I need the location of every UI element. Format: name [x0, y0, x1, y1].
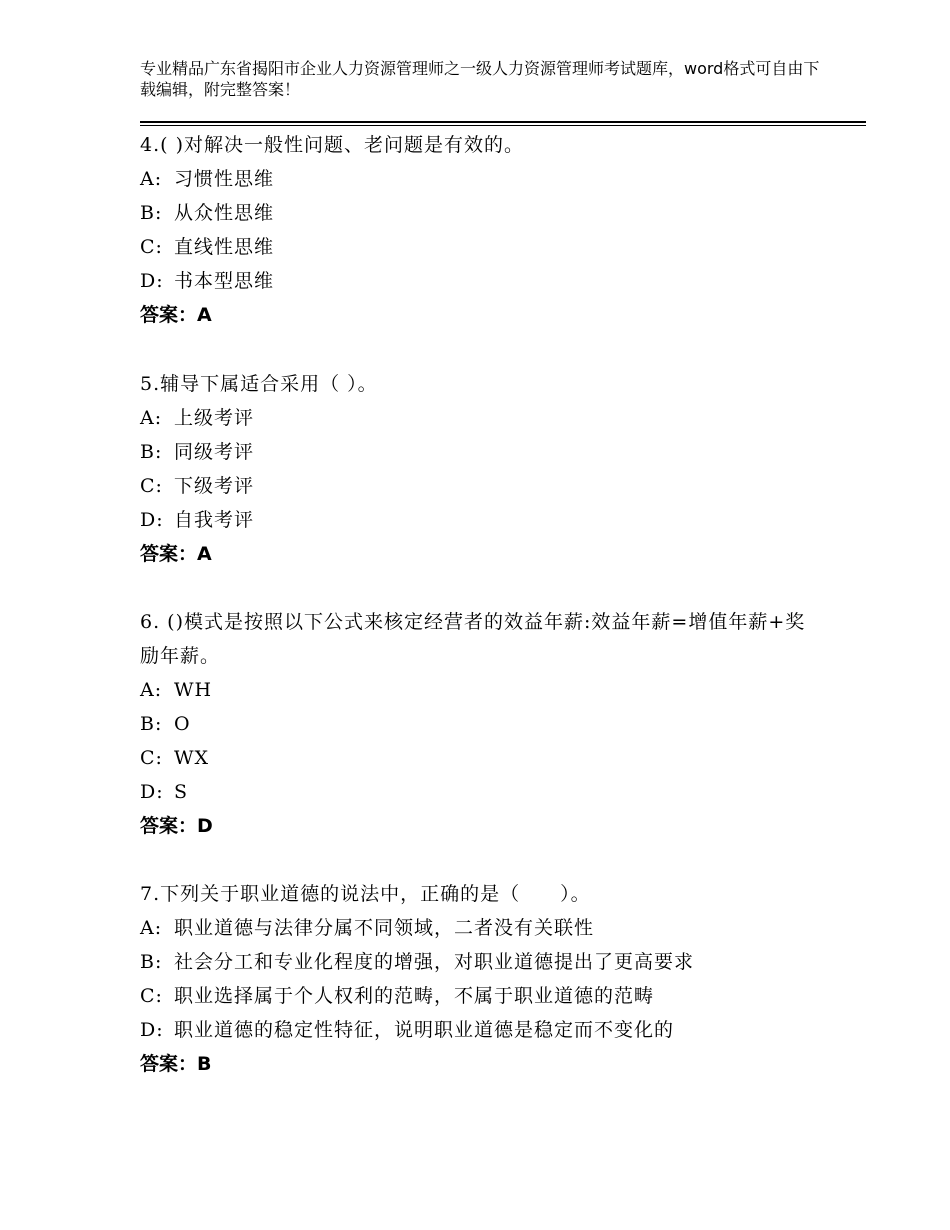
option-text: WX — [174, 747, 210, 769]
option-d — [140, 503, 820, 537]
question-stem: 4.( )对解决一般性问题、老问题是有效的。 — [140, 134, 524, 156]
option-key: A: — [140, 679, 163, 701]
option-key: D: — [140, 1019, 164, 1041]
option-key: D: — [140, 509, 164, 531]
option-b — [140, 196, 820, 230]
option-text: 从众性思维 — [174, 202, 275, 224]
option-key: C: — [140, 475, 163, 497]
option-c — [140, 979, 820, 1013]
question-stem: 7.下列关于职业道德的说法中，正确的是（ ）。 — [140, 883, 591, 905]
option-key: D: — [140, 270, 164, 292]
option-key: C: — [140, 747, 163, 769]
option-key: B: — [140, 202, 163, 224]
option-d — [140, 775, 820, 809]
document-header: 专业精品广东省揭阳市企业人力资源管理师之一级人力资源管理师考试题库，word格式可自由下载编辑，附完整答案！ — [140, 59, 820, 99]
question-7 — [140, 877, 820, 1081]
option-a — [140, 401, 820, 435]
option-text: O — [174, 713, 191, 735]
option-text: 下级考评 — [174, 475, 255, 497]
answer-line: 答案：A — [140, 304, 212, 326]
option-key: B: — [140, 951, 163, 973]
option-key: B: — [140, 441, 163, 463]
answer-line: 答案：D — [140, 815, 213, 837]
option-c — [140, 230, 820, 264]
option-key: A: — [140, 168, 163, 190]
question-5 — [140, 367, 820, 571]
option-key: C: — [140, 985, 163, 1007]
header-divider-thin — [140, 125, 866, 126]
question-6 — [140, 605, 820, 843]
answer-line: 答案：A — [140, 543, 212, 565]
option-b — [140, 707, 820, 741]
option-key: A: — [140, 407, 163, 429]
question-stem: 6. ()模式是按照以下公式来核定经营者的效益年薪:效益年薪=增值年薪+奖励年薪。 — [140, 611, 806, 667]
option-c — [140, 469, 820, 503]
option-text: 直线性思维 — [174, 236, 275, 258]
option-text: S — [174, 781, 189, 803]
option-text: 同级考评 — [174, 441, 255, 463]
option-d — [140, 264, 820, 298]
option-key: A: — [140, 917, 163, 939]
option-text: 习惯性思维 — [174, 168, 275, 190]
header-divider-thick — [140, 121, 866, 123]
question-4 — [140, 128, 820, 332]
option-d — [140, 1013, 820, 1047]
option-b — [140, 435, 820, 469]
answer-line: 答案：B — [140, 1053, 212, 1075]
option-text: WH — [174, 679, 213, 701]
option-text: 职业选择属于个人权利的范畴，不属于职业道德的范畴 — [174, 985, 655, 1007]
option-c — [140, 741, 820, 775]
question-stem: 5.辅导下属适合采用（ ）。 — [140, 373, 378, 395]
option-a — [140, 673, 820, 707]
option-text: 书本型思维 — [174, 270, 275, 292]
option-key: D: — [140, 781, 164, 803]
option-text: 自我考评 — [174, 509, 255, 531]
option-a — [140, 911, 820, 945]
option-a — [140, 162, 820, 196]
option-text: 社会分工和专业化程度的增强，对职业道德提出了更高要求 — [174, 951, 695, 973]
option-key: B: — [140, 713, 163, 735]
option-text: 上级考评 — [174, 407, 255, 429]
option-key: C: — [140, 236, 163, 258]
option-text: 职业道德的稳定性特征，说明职业道德是稳定而不变化的 — [174, 1019, 675, 1041]
option-b — [140, 945, 820, 979]
option-text: 职业道德与法律分属不同领域，二者没有关联性 — [174, 917, 595, 939]
